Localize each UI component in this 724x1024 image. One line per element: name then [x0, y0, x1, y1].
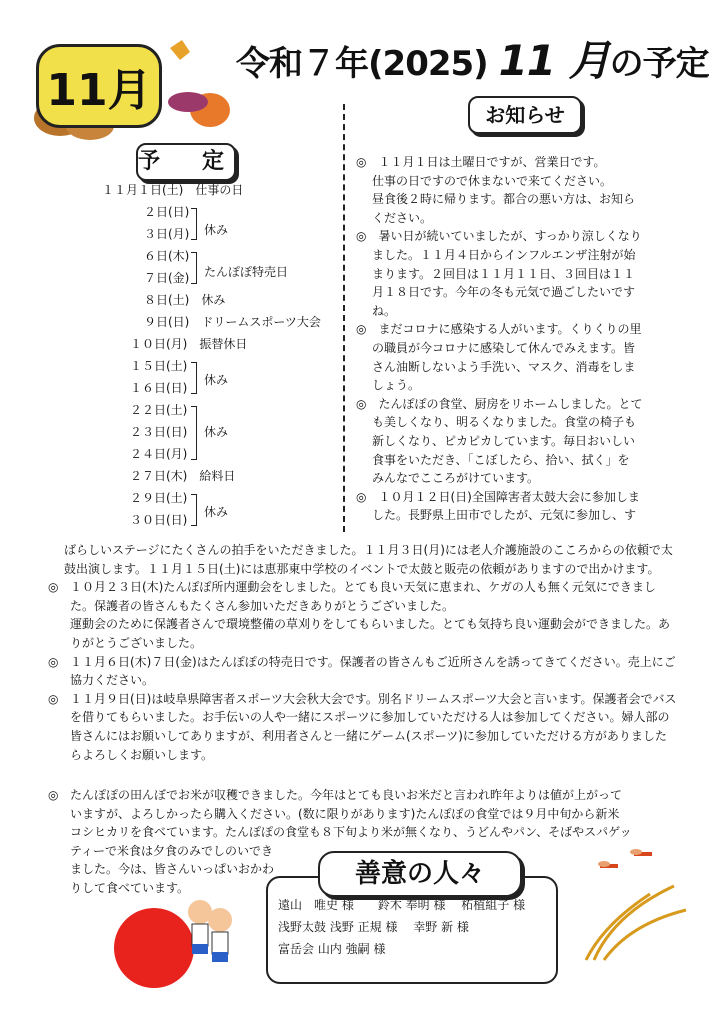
notice-line: 昼食後２時に帰ります。都合の悪い方は、お知ら [372, 192, 636, 207]
child-icon [208, 908, 232, 932]
notice-line: ◎ １０月１２日(日)全国障害者太鼓大会に参加しま [356, 489, 640, 504]
notice-line: 仕事の日ですので休まないで来てください。 [372, 173, 613, 188]
notice-line: ◎ まだコロナに感染する人がいます。くりくりの里 [356, 322, 642, 337]
schedule-row: ２３日(日) [130, 425, 188, 439]
group-bracket [191, 494, 197, 526]
schedule-row: １１月１日(土) 仕事の日 [102, 183, 244, 197]
schedule-row: ２７日(木) 給料日 [130, 469, 236, 483]
rice-notice: ◎ たんぽぽの田んぼでお米が収穫できました。今年はとても良いお米だと言われ昨年よりは値が上がって いますが、よろしかったら購入ください。(数に限りがあります)たんぽぽの食堂では９月中旬から新米 コシヒカリを食べています。たんぽぽの食堂も８下旬より米が無くなり、うどんやパン、そばやスパゲッ ティーで米食は夕食のみでしのいでき ました。今は、皆さんいっぱいおかわ りして食べています。 [48, 786, 688, 898]
notice-item: ◎ １１月９日(日)は岐阜県障害者スポーツ大会秋大会です。別名ドリームスポーツ大会と言います。保護者会でバスを借りてもらいました。お手伝いの人や一緒にスポーツに参加していただける人は参加してください。婦人部の皆さんにはお願いしてありますが、利用者さんと一緒にゲーム(スポーツ)に参加していただける方がありましたらよろしくお願いします。 [48, 691, 677, 762]
notice-line: ◎ たんぽぽの食堂、厨房をリホームしました。とて [356, 396, 643, 411]
month-badge: 11月 [36, 44, 162, 128]
schedule-row: １６日(日) [130, 381, 188, 395]
group-bracket [191, 252, 197, 284]
notice-line: まります。２回目は１１月１１日、３回目は１１ [372, 266, 636, 281]
schedule-row: ２４日(月) [130, 447, 188, 461]
notice-item: 運動会のために保護者さんで環境整備の草刈りをしてもらいました。とても気持ち良い運動会ができました。ありがとうございました。 [70, 617, 671, 650]
donor-line: 遠山 唯史 様 鈴木 奉明 様 柘植組子 様 [278, 898, 526, 912]
schedule-heading: 予 定 [136, 143, 236, 181]
schedule-row: １５日(土) [130, 359, 188, 373]
dragonfly-icon [598, 849, 652, 868]
title-prefix: 令和７年(2025) [236, 44, 488, 84]
schedule-row: ７日(金) [144, 271, 190, 285]
donor-line: 浅野太鼓 浅野 正規 様 幸野 新 様 [278, 920, 469, 934]
notice-line: ◎ １１月１日は土曜日ですが、営業日です。 [356, 155, 606, 169]
notice-line: 食事をいただき、「こぼしたら、拾い、拭く」を [372, 452, 630, 467]
group-bracket [191, 406, 197, 460]
title-month: 11 月 [498, 36, 610, 85]
notices-full-width [48, 541, 678, 764]
rice-dragonfly-illustration [574, 844, 694, 964]
notice-line: も美しくなり、明るくなりました。食堂の椅子も [372, 415, 637, 430]
notice-line: の職員が今コロナに感染して休んでみえます。皆 [372, 340, 636, 355]
notice-paragraph: ばらしいステージにたくさんの拍手をいただきました。１１月３日(月)には老人介護施設のこころからの依頼で太鼓出演します。１１月１５日(土)には恵那東中学校のイベントで太鼓と販売の依頼がありますので出かけます。 [64, 543, 673, 576]
notice-item: ◎ １０月２３日(木)たんぽぽ所内運動会をしました。とても良い天気に恵まれ、ケガの人も無く元気にできました。保護者の皆さんもたくさん参加いただきありがとうございました。 [48, 580, 656, 613]
notice-line: ね。 [372, 303, 397, 318]
schedule-row: ３日(月) [144, 227, 190, 241]
group-label: 休み [204, 223, 229, 237]
rice-plant-icon [586, 886, 686, 960]
notice-line: しょう。 [372, 378, 421, 393]
ginkgo-leaf-icon [170, 40, 190, 60]
children-illustration [112, 890, 252, 990]
donor-line: 富岳会 山内 強嗣 様 [278, 942, 386, 956]
schedule-row: ２２日(土) [130, 403, 188, 417]
notices-right-column [356, 153, 686, 525]
notice-line: いますが、よろしかったら購入ください。(数に限りがあります)たんぽぽの食堂では９月中旬から新米 [70, 806, 620, 821]
notice-line: 月１８日です。今年の冬も元気で過ごしたいです [372, 285, 636, 300]
notice-line: ました。今は、皆さんいっぱいおかわ [70, 862, 275, 877]
schedule-row: ３０日(日) [130, 513, 188, 527]
group-bracket [191, 208, 197, 240]
notice-line: さん油断しないよう手洗い、マスク、消毒をしま [372, 359, 636, 374]
group-label: 休み [204, 425, 229, 439]
schedule-row: ２９日(土) [130, 491, 188, 505]
schedule-row: １０日(月) 振替休日 [130, 337, 248, 351]
schedule-row: ８日(土) 休み [144, 293, 226, 307]
title-suffix: の予定 [609, 44, 709, 84]
group-label: 休み [204, 373, 229, 387]
page-title [236, 28, 709, 88]
schedule-row: ９日(日) ドリームスポーツ大会 [144, 315, 321, 329]
group-label: たんぽぽ特売日 [204, 265, 289, 279]
notice-line: ティーで米食は夕食のみでしのいでき [70, 843, 274, 858]
red-ball-icon [114, 908, 194, 988]
notice-heading: お知らせ [468, 96, 582, 134]
notice-item: ◎ １１月６日(木)７日(金)はたんぽぽの特売日です。保護者の皆さんもご近所さんを誘ってきてください。売上にご協力ください。 [48, 654, 676, 688]
notice-line: コシヒカリを食べています。たんぽぽの食堂も８下旬より米が無くなり、うどんやパン、そばやスパゲッ [70, 825, 632, 840]
kindness-heading: 善意の人々 [318, 851, 522, 897]
schedule-row: ２日(日) [144, 205, 190, 219]
notice-line: ください。 [372, 210, 433, 225]
schedule-row: ６日(木) [144, 249, 190, 263]
column-divider [343, 104, 345, 532]
sweet-potato-icon [168, 92, 208, 112]
group-bracket [191, 362, 197, 394]
notice-line: ました。１１月４日からインフルエンザ注射が始 [372, 247, 636, 262]
notice-line: した。長野県上田市でしたが、元気に参加し、す [372, 508, 637, 523]
notice-line: たんぽぽの田んぼでお米が収穫できました。今年はとても良いお米だと言われ昨年よりは値が上がって [70, 788, 623, 802]
notice-line: みんなでこころがけています。 [372, 471, 540, 486]
notice-line: 新しくなり、ピカピカしています。毎日おいしい [372, 433, 636, 448]
group-label: 休み [204, 505, 229, 519]
notice-line: ◎ 暑い日が続いていましたが、すっかり涼しくなり [356, 229, 642, 244]
notice-line: りして食べています。 [70, 880, 190, 895]
